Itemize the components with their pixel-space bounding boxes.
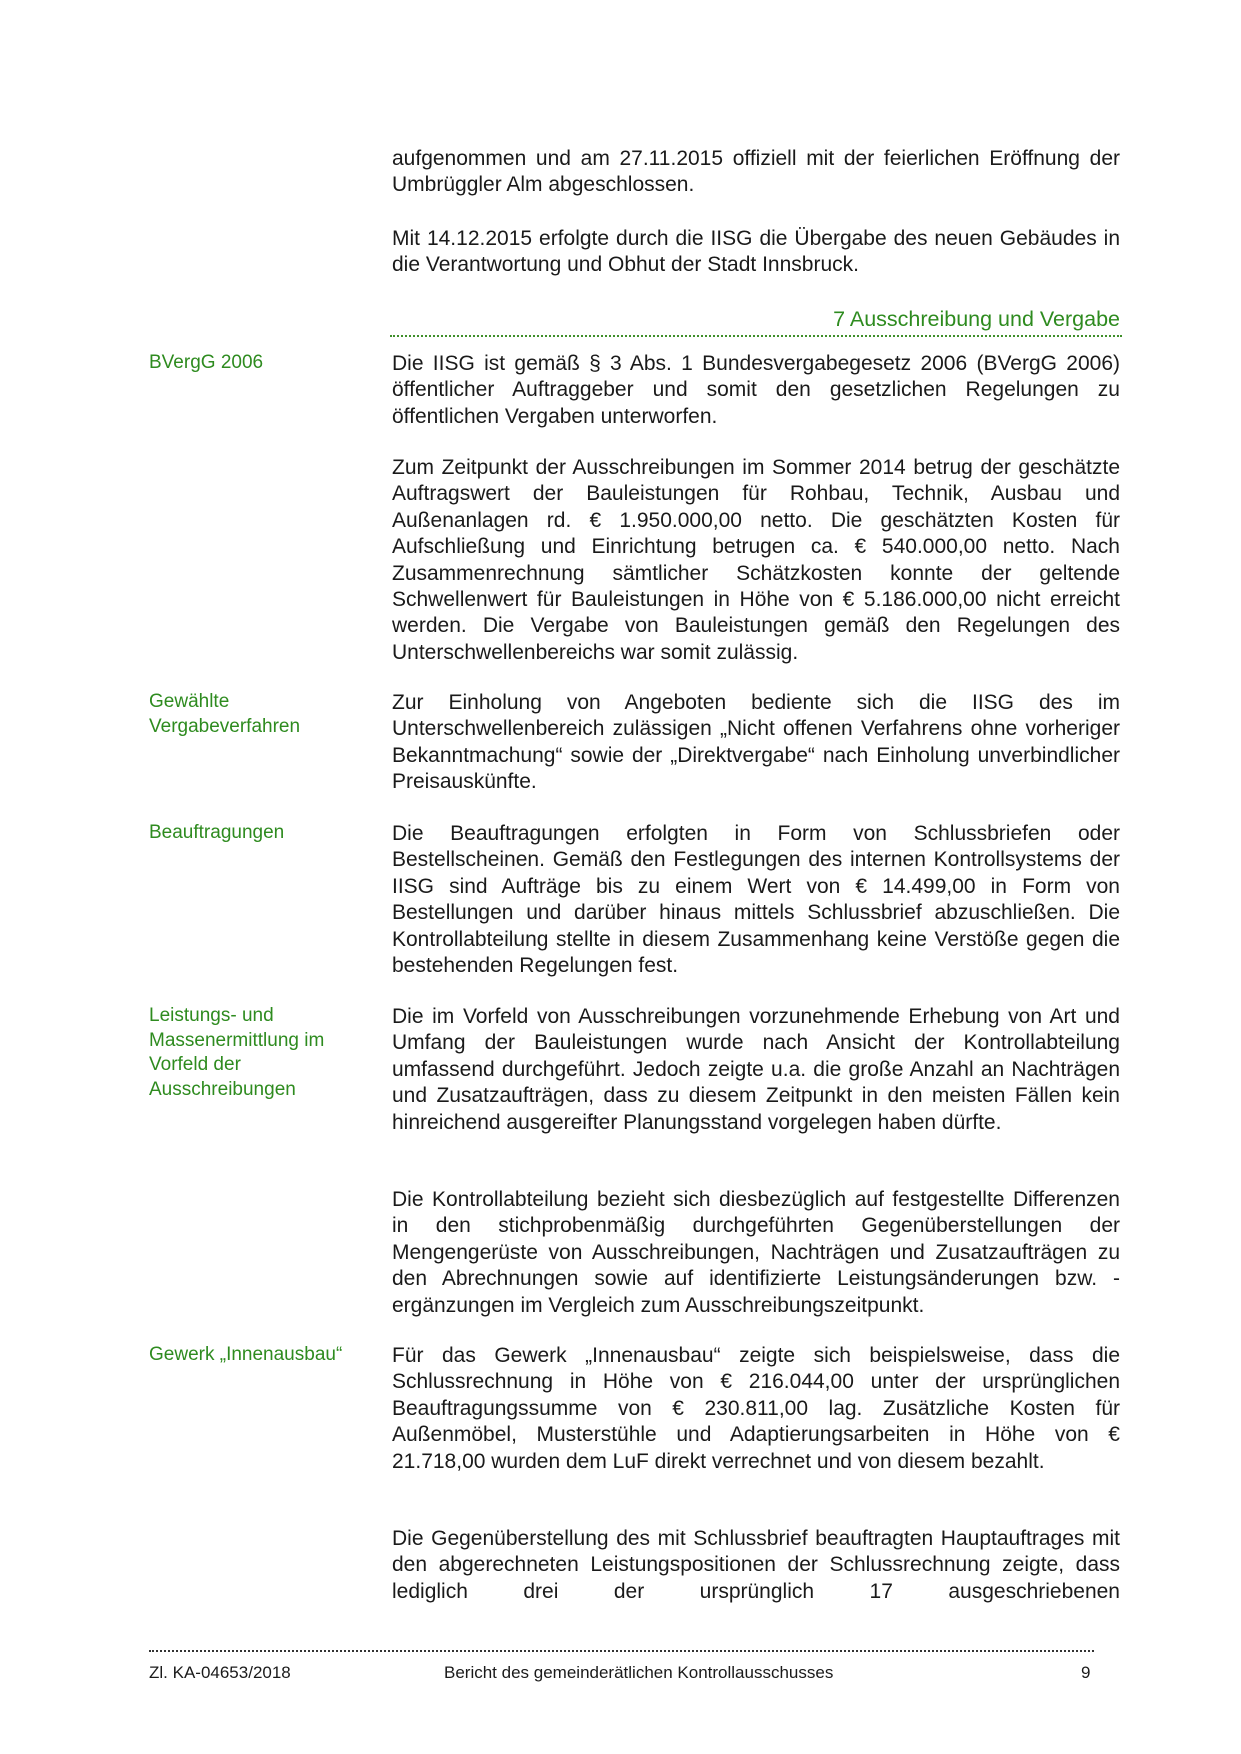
paragraph: Für das Gewerk „Innenausbau“ zeigte sich beispielsweise, dass die Schlussrechnung in Höhe von € 216.044,00 unter der ursprünglichen Beauftragungssumme von € 230.811,00 lag. Zusätzliche Kosten für Außenmöbel, Musterstühle und Adaptierungsarbeiten in Höhe von € 21.718,00 wurden dem LuF direkt verrechnet und von diesem bezahlt. (392, 1344, 1120, 1473)
paragraph: Die im Vorfeld von Ausschreibungen vorzunehmende Erhebung von Art und Umfang der Bauleistungen wurde nach Ansicht der Kontrollabteilung umfassend durchgeführt. Jedoch zeigte u.a. die große Anzahl an Nachträgen und Zusatzaufträgen, dass zu diesem Zeitpunkt in den meisten Fällen kein hinreichend ausgereifter Planungsstand vorgelegen haben dürfte. (392, 1005, 1120, 1134)
margin-note-vergabeverfahren: Gewählte Vergabeverfahren (149, 691, 301, 737)
margin-note-beauftragungen: Beauftragungen (149, 822, 285, 843)
paragraph: Die IISG ist gemäß § 3 Abs. 1 Bundesvergabegesetz 2006 (BVergG 2006) öffentlicher Auftraggeber und somit den gesetzlichen Regelungen zu öffentlichen Vergaben unterworfen. (392, 352, 1120, 428)
paragraph: Die Kontrollabteilung bezieht sich diesbezüglich auf festgestellte Differenzen in den stichprobenmäßig durchgeführten Gegenüberstellungen der Mengengerüste von Ausschreibungen, Nachträgen und Zusatzaufträgen zu den Abrechnungen sowie auf identifizierte Leistungsänderungen bzw. -ergänzungen im Vergleich zum Ausschreibungszeitpunkt. (392, 1188, 1120, 1317)
page-number: 9 (1081, 1663, 1091, 1682)
footer-divider (149, 1650, 1094, 1652)
paragraph: Die Gegenüberstellung des mit Schlussbrief beauftragten Hauptauftrages mit den abgerechneten Leistungspositionen der Schlussrechnung zeigte, dass lediglich drei der ursprünglich 17 ausgeschriebenen (392, 1527, 1120, 1603)
paragraph: Mit 14.12.2015 erfolgte durch die IISG die Übergabe des neuen Gebäudes in die Verantwortung und Obhut der Stadt Innsbruck. (392, 227, 1120, 277)
paragraph: aufgenommen und am 27.11.2015 offiziell mit der feierlichen Eröffnung der Umbrüggler Alm abgeschlossen. (392, 147, 1120, 197)
footer-title: Bericht des gemeinderätlichen Kontrollausschusses (444, 1663, 834, 1682)
footer-reference: Zl. KA-04653/2018 (149, 1663, 291, 1682)
margin-note-massenermittlung: Leistungs- und Massenermittlung im Vorfeld der Ausschreibungen (149, 1005, 325, 1100)
margin-note-bvergg: BVergG 2006 (149, 352, 264, 373)
section-heading: 7 Ausschreibung und Vergabe (833, 307, 1120, 331)
paragraph: Die Beauftragungen erfolgten in Form von Schlussbriefen oder Bestellscheinen. Gemäß den Festlegungen des internen Kontrollsystems der IISG sind Aufträge bis zu einem Wert von € 14.499,00 in Form von Bestellungen und darüber hinaus mittels Schlussbrief abzuschließen. Die Kontrollabteilung stellte in diesem Zusammenhang keine Verstöße gegen die bestehenden Regelungen fest. (392, 822, 1120, 978)
margin-note-innenausbau: Gewerk „Innenausbau“ (149, 1344, 343, 1365)
paragraph: Zur Einholung von Angeboten bediente sich die IISG des im Unterschwellenbereich zulässigen „Nicht offenen Verfahrens ohne vorheriger Bekanntmachung“ sowie der „Direktvergabe“ nach Einholung unverbindlicher Preisauskünfte. (392, 691, 1120, 794)
paragraph: Zum Zeitpunkt der Ausschreibungen im Sommer 2014 betrug der geschätzte Auftragswert der Bauleistungen für Rohbau, Technik, Ausbau und Außenanlagen rd. € 1.950.000,00 netto. Die geschätzten Kosten für Aufschließung und Einrichtung betrugen ca. € 540.000,00 netto. Nach Zusammenrechnung sämtlicher Schätzkosten konnte der geltende Schwellenwert für Bauleistungen in Höhe von € 5.186.000,00 nicht erreicht werden. Die Vergabe von Bauleistungen gemäß den Regelungen des Unterschwellenbereichs war somit zulässig. (392, 456, 1120, 664)
heading-divider (390, 335, 1122, 337)
